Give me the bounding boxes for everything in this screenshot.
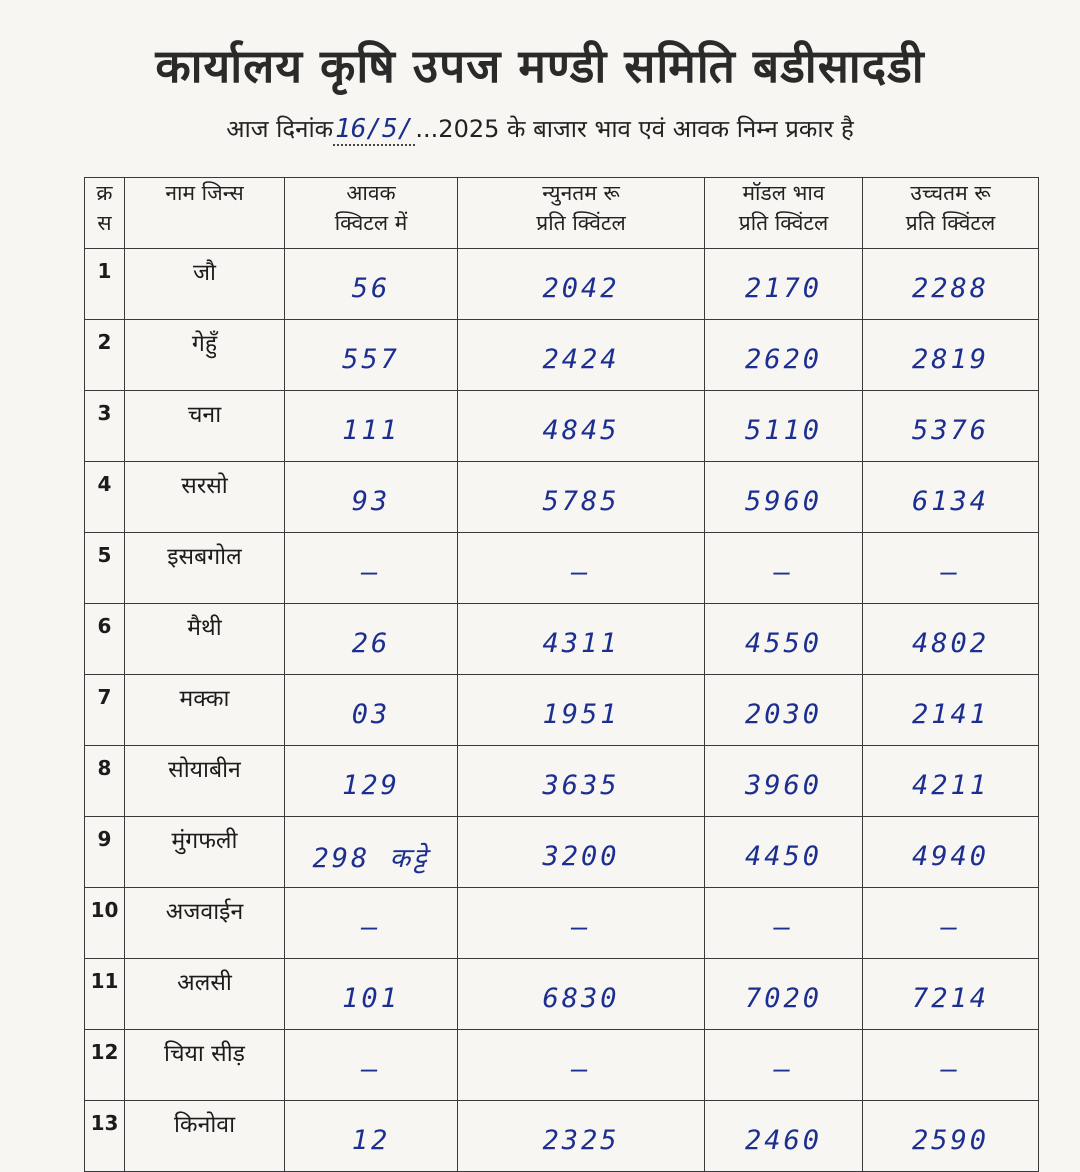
max-price-cell: 5376 bbox=[863, 391, 1039, 462]
table-row bbox=[85, 1030, 1039, 1101]
serial-cell: 2 bbox=[85, 320, 125, 391]
date-suffix: के बाजार भाव एवं आवक निम्न प्रकार है bbox=[507, 115, 854, 143]
modal-price-cell: 7020 bbox=[705, 959, 863, 1030]
serial-cell: 6 bbox=[85, 604, 125, 675]
table-row bbox=[85, 320, 1039, 391]
commodity-cell: सोयाबीन bbox=[125, 746, 285, 817]
min-price-cell: — bbox=[458, 888, 705, 959]
serial-cell: 10 bbox=[85, 888, 125, 959]
table-header-row bbox=[85, 178, 1039, 249]
max-price-cell: 2141 bbox=[863, 675, 1039, 746]
max-price-cell: 4802 bbox=[863, 604, 1039, 675]
serial-cell: 8 bbox=[85, 746, 125, 817]
arrival-cell: 56 bbox=[285, 249, 458, 320]
min-price-cell: — bbox=[458, 533, 705, 604]
table-row bbox=[85, 604, 1039, 675]
handwritten-date: 16/5/ bbox=[335, 114, 414, 144]
commodity-cell: अजवाईन bbox=[125, 888, 285, 959]
modal-price-cell: 2170 bbox=[705, 249, 863, 320]
col-header-max-price: उच्चतम रू प्रति क्विंटल bbox=[863, 178, 1039, 249]
modal-price-cell: 2620 bbox=[705, 320, 863, 391]
table-row bbox=[85, 959, 1039, 1030]
max-price-cell: 4940 bbox=[863, 817, 1039, 888]
min-price-cell: 4845 bbox=[458, 391, 705, 462]
serial-cell: 13 bbox=[85, 1101, 125, 1172]
modal-price-cell: 4450 bbox=[705, 817, 863, 888]
col-header-min-price: न्युनतम रू प्रति क्विंटल bbox=[458, 178, 705, 249]
arrival-cell: 93 bbox=[285, 462, 458, 533]
min-price-cell: — bbox=[458, 1030, 705, 1101]
max-price-cell: 2288 bbox=[863, 249, 1039, 320]
min-price-cell: 5785 bbox=[458, 462, 705, 533]
arrival-cell: 03 bbox=[285, 675, 458, 746]
arrival-cell: 129 bbox=[285, 746, 458, 817]
commodity-cell: मैथी bbox=[125, 604, 285, 675]
min-price-cell: 3200 bbox=[458, 817, 705, 888]
arrival-cell: 111 bbox=[285, 391, 458, 462]
table-row bbox=[85, 462, 1039, 533]
serial-cell: 9 bbox=[85, 817, 125, 888]
modal-price-cell: 2030 bbox=[705, 675, 863, 746]
modal-price-cell: 5110 bbox=[705, 391, 863, 462]
commodity-cell: जौ bbox=[125, 249, 285, 320]
commodity-cell: मक्का bbox=[125, 675, 285, 746]
col-header-arrival: आवक क्विटल में bbox=[285, 178, 458, 249]
serial-cell: 11 bbox=[85, 959, 125, 1030]
arrival-cell: — bbox=[285, 888, 458, 959]
commodity-cell: चना bbox=[125, 391, 285, 462]
table-row bbox=[85, 888, 1039, 959]
table-row bbox=[85, 249, 1039, 320]
date-prefix: आज दिनांक bbox=[226, 115, 334, 143]
min-price-cell: 2424 bbox=[458, 320, 705, 391]
commodity-cell: किनोवा bbox=[125, 1101, 285, 1172]
serial-cell: 12 bbox=[85, 1030, 125, 1101]
commodity-cell: सरसो bbox=[125, 462, 285, 533]
table-row bbox=[85, 746, 1039, 817]
arrival-cell: 12 bbox=[285, 1101, 458, 1172]
date-line bbox=[0, 112, 1080, 145]
modal-price-cell: — bbox=[705, 1030, 863, 1101]
modal-price-cell: 4550 bbox=[705, 604, 863, 675]
max-price-cell: 2590 bbox=[863, 1101, 1039, 1172]
col-header-modal-price: मॉडल भाव प्रति क्विंटल bbox=[705, 178, 863, 249]
arrival-cell: 557 bbox=[285, 320, 458, 391]
max-price-cell: 4211 bbox=[863, 746, 1039, 817]
max-price-cell: — bbox=[863, 888, 1039, 959]
commodity-cell: गेहुँ bbox=[125, 320, 285, 391]
serial-cell: 4 bbox=[85, 462, 125, 533]
arrival-cell: — bbox=[285, 533, 458, 604]
min-price-cell: 3635 bbox=[458, 746, 705, 817]
arrival-cell: 26 bbox=[285, 604, 458, 675]
min-price-cell: 2042 bbox=[458, 249, 705, 320]
min-price-cell: 6830 bbox=[458, 959, 705, 1030]
serial-cell: 7 bbox=[85, 675, 125, 746]
modal-price-cell: — bbox=[705, 533, 863, 604]
serial-cell: 1 bbox=[85, 249, 125, 320]
max-price-cell: 7214 bbox=[863, 959, 1039, 1030]
max-price-cell: 2819 bbox=[863, 320, 1039, 391]
modal-price-cell: 5960 bbox=[705, 462, 863, 533]
date-year: ...2025 bbox=[415, 115, 500, 143]
min-price-cell: 2325 bbox=[458, 1101, 705, 1172]
table-row bbox=[85, 817, 1039, 888]
table-row bbox=[85, 533, 1039, 604]
table-row bbox=[85, 675, 1039, 746]
arrival-cell: — bbox=[285, 1030, 458, 1101]
table-row bbox=[85, 391, 1039, 462]
arrival-cell: 298 कट्टे bbox=[285, 817, 458, 888]
serial-cell: 5 bbox=[85, 533, 125, 604]
min-price-cell: 1951 bbox=[458, 675, 705, 746]
max-price-cell: — bbox=[863, 1030, 1039, 1101]
modal-price-cell: 2460 bbox=[705, 1101, 863, 1172]
col-header-serial: क्र स bbox=[85, 178, 125, 249]
max-price-cell: — bbox=[863, 533, 1039, 604]
commodity-cell: इसबगोल bbox=[125, 533, 285, 604]
modal-price-cell: 3960 bbox=[705, 746, 863, 817]
commodity-cell: अलसी bbox=[125, 959, 285, 1030]
table-row bbox=[85, 1101, 1039, 1172]
max-price-cell: 6134 bbox=[863, 462, 1039, 533]
commodity-cell: चिया सीड़ bbox=[125, 1030, 285, 1101]
commodity-cell: मुंगफली bbox=[125, 817, 285, 888]
serial-cell: 3 bbox=[85, 391, 125, 462]
min-price-cell: 4311 bbox=[458, 604, 705, 675]
arrival-cell: 101 bbox=[285, 959, 458, 1030]
col-header-commodity: नाम जिन्स bbox=[125, 178, 285, 249]
modal-price-cell: — bbox=[705, 888, 863, 959]
price-table bbox=[84, 177, 1039, 1172]
office-title: कार्यालय कृषि उपज मण्डी समिति बडीसादडी bbox=[155, 39, 925, 93]
